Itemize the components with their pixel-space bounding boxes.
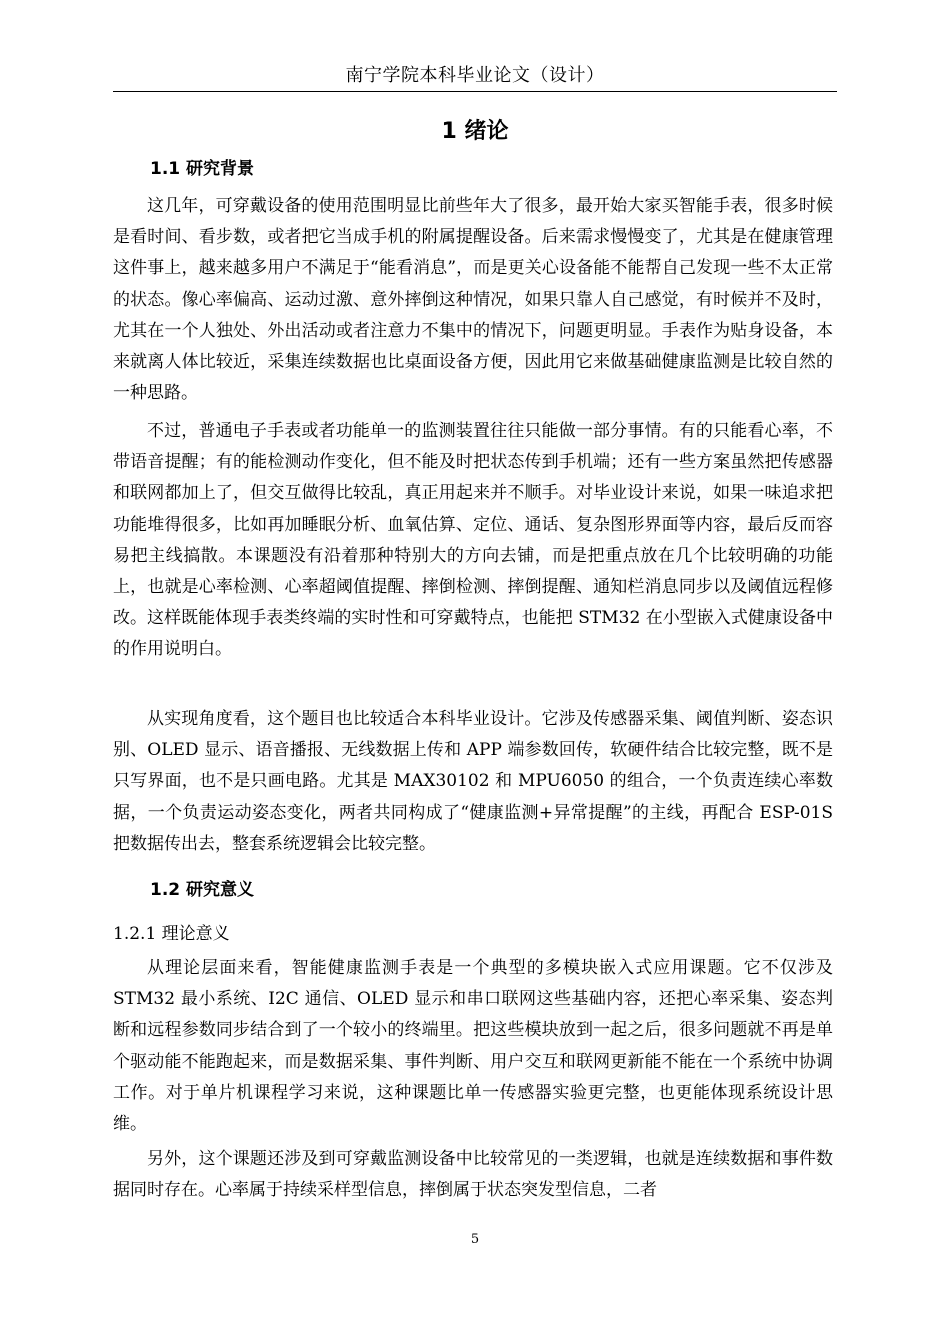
paragraph: 从实现角度看，这个题目也比较适合本科毕业设计。它涉及传感器采集、阈值判断、姿态识别、OLED 显示、语音播报、无线数据上传和 APP 端参数回传，软硬件结合比较完整，既不是只写界面，也不是只画电路。尤其是 MAX30102 和 MPU6050 的组合，一个负责连续心率数据，一个负责运动姿态变化，两者共同构成了“健康监测+异常提醒”的主线，再配合 ESP-01S 把数据传出去，整套系统逻辑会比较完整。 xyxy=(113,709,833,854)
paragraph: 这几年，可穿戴设备的使用范围明显比前些年大了很多，最开始大家买智能手表，很多时候是看时间、看步数，或者把它当成手机的附属提醒设备。后来需求慢慢变了，尤其是在健康管理这件事上，越来越多用户不满足于“能看消息”，而是更关心设备能不能帮自己发现一些不太正常的状态。像心率偏高、运动过激、意外摔倒这种情况，如果只靠人自己感觉，有时候并不及时，尤其在一个人独处、外出活动或者注意力不集中的情况下，问题更明显。手表作为贴身设备，本来就离人体比较近，采集连续数据也比桌面设备方便，因此用它来做基础健康监测是比较自然的一种思路。 xyxy=(113,196,833,404)
section-heading-1-1: 1.1 研究背景 xyxy=(150,159,255,179)
subsection-heading-1-2-1: 1.2.1 理论意义 xyxy=(113,924,230,944)
paragraph: 不过，普通电子手表或者功能单一的监测装置往往只能做一部分事情。有的只能看心率，不带语音提醒；有的能检测动作变化，但不能及时把状态传到手机端；还有一些方案虽然把传感器和联网都加上了，但交互做得比较乱，真正用起来并不顺手。对毕业设计来说，如果一味追求把功能堆得很多，比如再加睡眠分析、血氧估算、定位、通话、复杂图形界面等内容，最后反而容易把主线搞散。本课题没有沿着那种特别大的方向去铺，而是把重点放在几个比较明确的功能上，也就是心率检测、心率超阈值提醒、摔倒检测、摔倒提醒、通知栏消息同步以及阈值远程修改。这样既能体现手表类终端的实时性和可穿戴特点，也能把 STM32 在小型嵌入式健康设备中的作用说明白。 xyxy=(113,421,833,660)
running-header: 南宁学院本科毕业论文（设计） xyxy=(113,64,837,92)
chapter-title: 1 绪论 xyxy=(441,119,509,144)
paragraph: 另外，这个课题还涉及到可穿戴监测设备中比较常见的一类逻辑，也就是连续数据和事件数据同时存在。心率属于持续采样型信息，摔倒属于状态突发型信息，二者 xyxy=(113,1149,833,1201)
section-heading-1-2: 1.2 研究意义 xyxy=(150,880,255,900)
paragraph: 从理论层面来看，智能健康监测手表是一个典型的多模块嵌入式应用课题。它不仅涉及 STM32 最小系统、I2C 通信、OLED 显示和串口联网这些基础内容，还把心率采集、姿态判断和远程参数同步结合到了一个较小的终端里。把这些模块放到一起之后，很多问题就不再是单个驱动能不能跑起来，而是数据采集、事件判断、用户交互和联网更新能不能在一个系统中协调工作。对于单片机课程学习来说，这种课题比单一传感器实验更完整，也更能体现系统设计思维。 xyxy=(113,958,833,1135)
page-number: 5 xyxy=(470,1232,480,1247)
